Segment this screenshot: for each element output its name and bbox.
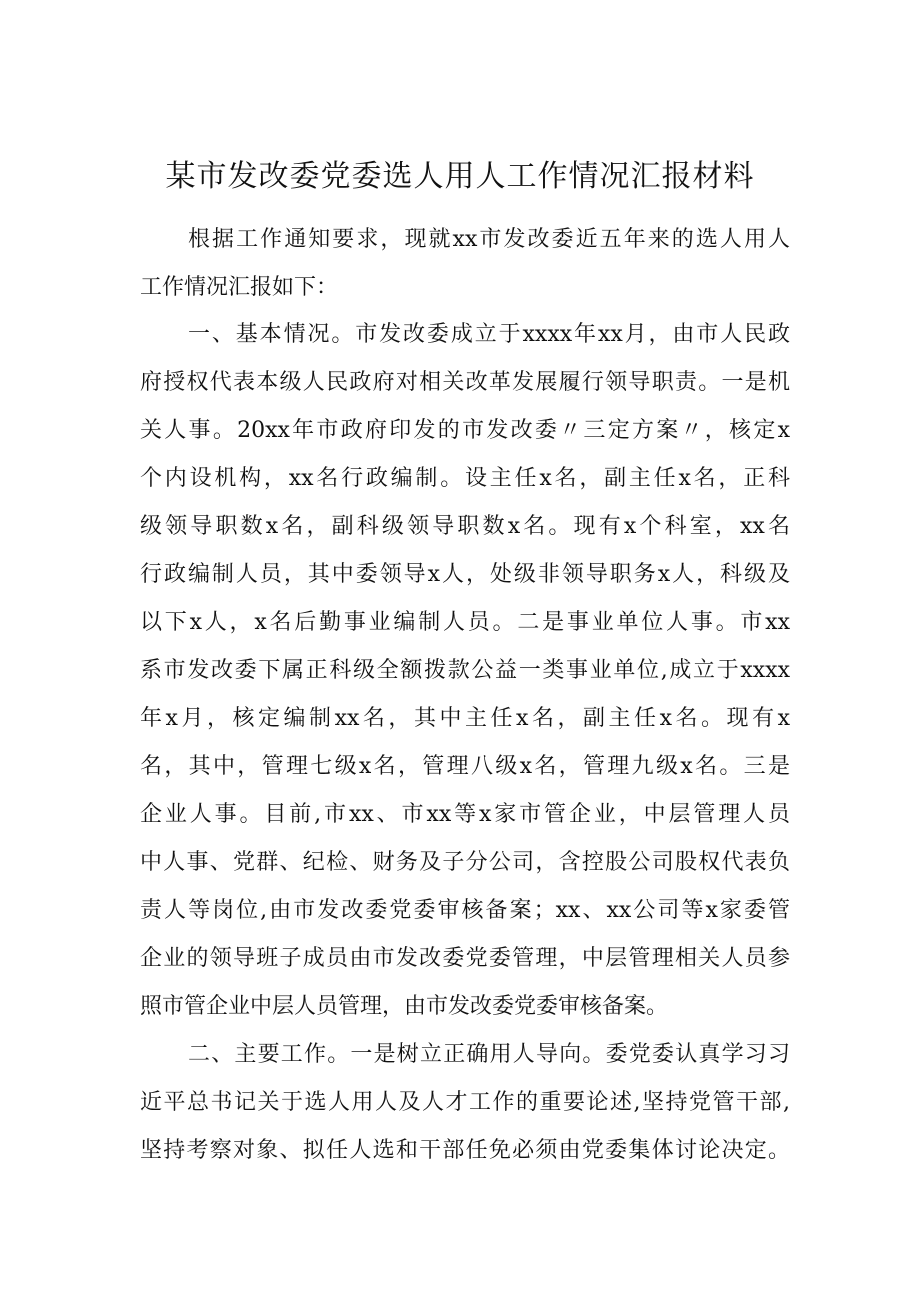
text-line: 名，其中，管理七级x名，管理八级x名，管理九级x名。三是 [140,754,790,779]
text-line: 根据工作通知要求，现就xx市发改委近五年来的选人用人 [188,227,790,252]
text-line: 年x月，核定编制xx名，其中主任x名，副主任x名。现有x [140,706,790,731]
text-line: 企业的领导班子成员由市发改委党委管理，中层管理相关人员参 [140,946,790,971]
text-line: 府授权代表本级人民政府对相关改革发展履行领导职责。一是机 [140,370,790,395]
text-line: 级领导职数x名，副科级领导职数x名。现有x个科室，xx名 [140,514,790,539]
text-line: 关人事。20xx年市政府印发的市发改委〃三定方案〃，核定x [140,418,790,443]
text-line: 中人事、党群、纪检、财务及子分公司，含控股公司股权代表负 [140,850,790,875]
text-line: 照市管企业中层人员管理，由市发改委党委审核备案。 [140,994,669,1019]
text-line: 以下x人，x名后勤事业编制人员。二是事业单位人事。市xx [140,610,790,635]
text-line: 二、主要工作。一是树立正确用人导向。委党委认真学习习 [188,1042,790,1067]
text-line: 系市发改委下属正科级全额拨款公益一类事业单位,成立于xxxx [140,658,790,683]
text-line: 行政编制人员，其中委领导x人，处级非领导职务x人，科级及 [140,562,790,587]
text-line: 工作情况汇报如下： [140,275,339,300]
text-line: 企业人事。目前,市xx、市xx等x家市管企业，中层管理人员 [140,802,790,827]
text-line: 一、基本情况。市发改委成立于xxxx年xx月，由市人民政 [188,322,790,347]
text-line: 个内设机构，xx名行政编制。设主任x名，副主任x名，正科 [140,466,790,491]
text-line: 坚持考察对象、拟任人选和干部任免必须由党委集体讨论决定。 [140,1138,790,1163]
document-title: 某市发改委党委选人用人工作情况汇报材料 [165,159,755,194]
text-line: 责人等岗位,由市发改委党委审核备案；xx、xx公司等x家委管 [140,898,790,923]
text-line: 近平总书记关于选人用人及人才工作的重要论述,坚持党管干部, [140,1090,790,1115]
